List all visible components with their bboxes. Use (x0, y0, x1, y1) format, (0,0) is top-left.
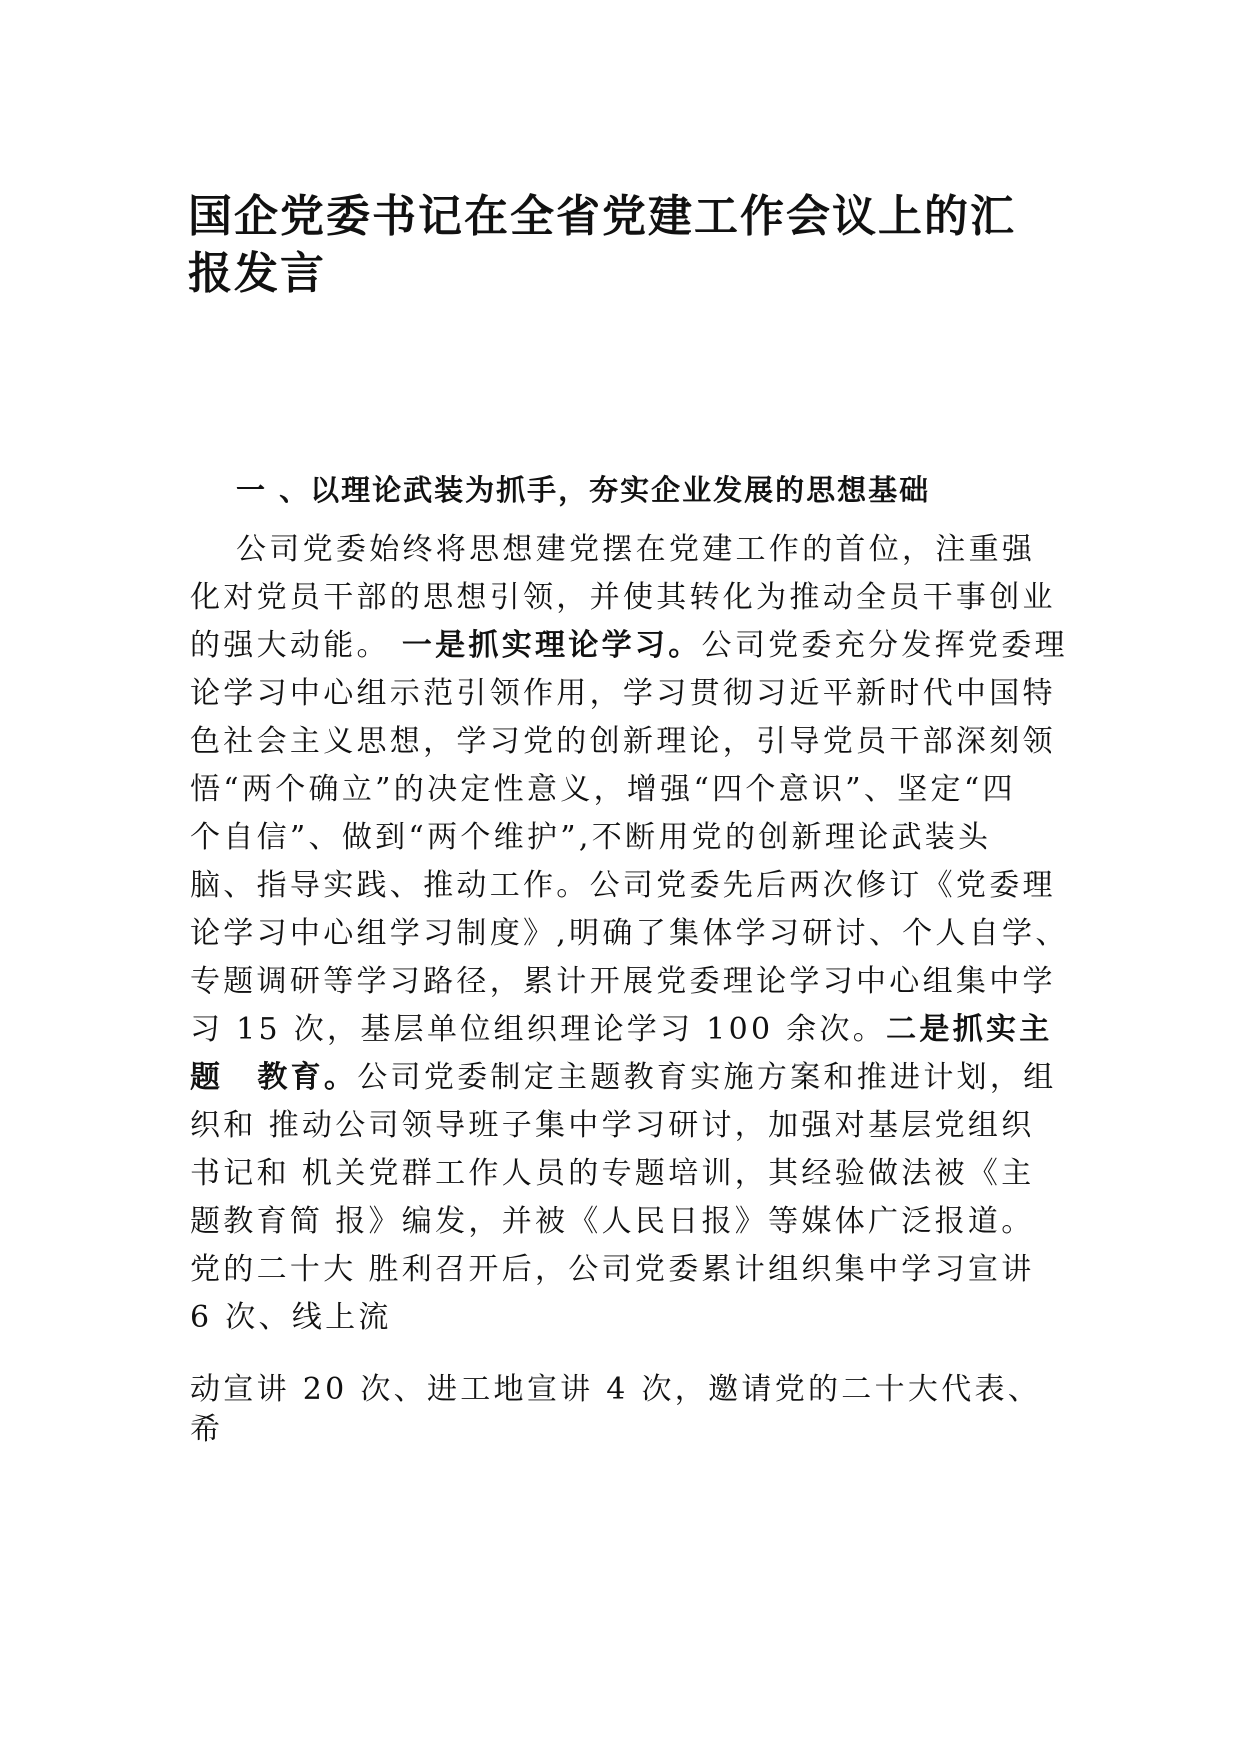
line-text: 的强大动能。 (190, 628, 390, 663)
body-line (190, 1154, 1035, 1194)
line-text: 机关党群工作人员的专题培训，其经验做法被《主 (301, 1156, 1035, 1191)
line-text: 党的二十大 (190, 1252, 357, 1287)
bold-subheading: 教育。 (257, 1060, 358, 1095)
body-line (190, 626, 1068, 666)
body-line (190, 1410, 223, 1450)
body-line (190, 1298, 392, 1338)
line-text: 化对党员干部的思想引领，并使其转化为推动全员干事创业 (190, 580, 1056, 615)
line-text: 公司党委充分发挥党委理 (701, 628, 1068, 663)
line-text: 织和 (190, 1108, 257, 1143)
line-text: 公司党委制定主题教育实施方案和推进计划，组 (357, 1060, 1057, 1095)
body-line (190, 722, 1056, 762)
line-text: 胜利召开后，公司党委累计组织集中学习宣讲 (368, 1252, 1035, 1287)
body-line (190, 914, 1069, 954)
line-text: 动宣讲 20 次、进工地宣讲 4 次，邀请党的二十大代表、 (190, 1372, 1042, 1407)
body-line (190, 1250, 1035, 1290)
body-line (236, 530, 1035, 570)
document-title: 国企党委书记在全省党建工作会议上的汇报发言 (188, 191, 1016, 299)
body-line (190, 1106, 1035, 1146)
bold-subheading: 二是抓实主 (886, 1012, 1053, 1047)
line-text: 脑、指导实践、推动工作。公司党委先后两次修订《党委理 (190, 868, 1056, 903)
line-text: 推动公司领导班子集中学习研讨，加强对基层党组织 (268, 1108, 1035, 1143)
body-line (190, 674, 1056, 714)
body-line (190, 770, 1016, 810)
line-text: 论学习中心组学习制度》,明确了集体学习研讨、个人自学、 (190, 916, 1069, 951)
line-text: 报》编发，并被《人民日报》等媒体广泛报道。 (335, 1204, 1035, 1239)
line-text: 悟“两个确立”的决定性意义，增强“四个意识”、坚定“四 (190, 772, 1016, 807)
line-text: 个自信”、做到“两个维护”,不断用党的创新理论武装头 (190, 820, 992, 855)
line-text: 色社会主义思想，学习党的创新理论，引导党员干部深刻领 (190, 724, 1056, 759)
body-line (190, 1010, 1053, 1050)
line-text: 公司党委始终将思想建党摆在党建工作的首位，注重强 (236, 532, 1036, 567)
bold-subheading: 题 (190, 1060, 224, 1095)
bold-subheading: 一是抓实理论学习。 (401, 628, 702, 663)
body-line (190, 578, 1056, 618)
line-text: 6 次、线上流 (190, 1300, 392, 1335)
body-line (190, 866, 1056, 906)
line-text: 专题调研等学习路径，累计开展党委理论学习中心组集中学 (190, 964, 1056, 999)
line-text: 题教育简 (190, 1204, 324, 1239)
section-heading: 一 、以理论武装为抓手，夯实企业发展的思想基础 (236, 473, 931, 507)
line-text: 希 (190, 1412, 224, 1447)
body-line (190, 1202, 1035, 1242)
body-line (190, 1058, 1057, 1098)
body-line (190, 818, 991, 858)
body-line (190, 962, 1056, 1002)
body-line (190, 1370, 1041, 1410)
line-text: 论学习中心组示范引领作用，学习贯彻习近平新时代中国特 (190, 676, 1056, 711)
line-text: 书记和 (190, 1156, 290, 1191)
line-text: 习 15 次，基层单位组织理论学习 100 余次。 (190, 1012, 887, 1047)
